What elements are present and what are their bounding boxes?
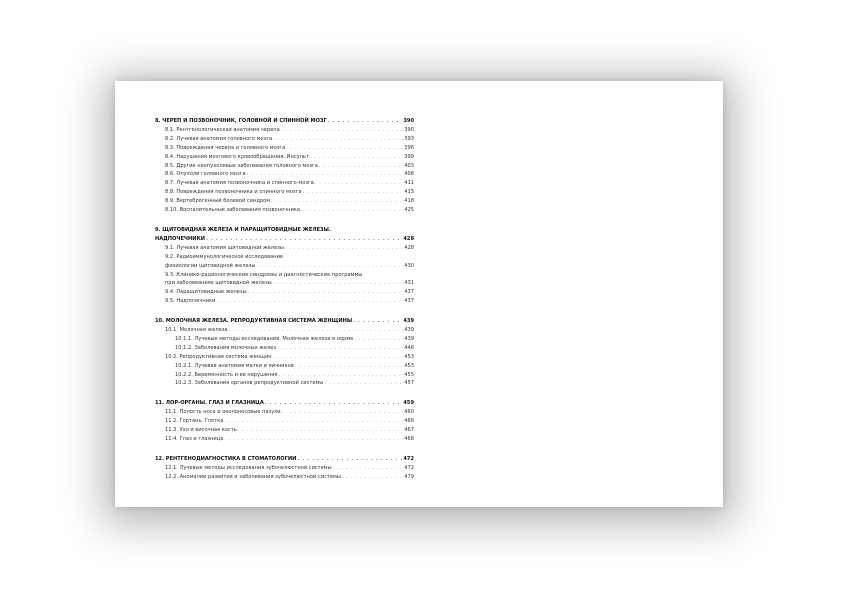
- toc-entry-line: 9.2. Радиоиммунологическое исследование: [165, 253, 284, 260]
- toc-entry[interactable]: 10.2.3. Заболевания органов репродуктивной системы . . . 457: [155, 379, 414, 388]
- toc-entry[interactable]: 8.7. Лучевая анатомия позвоночника и спинного мозга . . . 411: [155, 179, 414, 188]
- toc-entry[interactable]: 8.2. Лучевая анатомия головного мозга . . . 393: [155, 135, 414, 144]
- toc-entry[interactable]: 9.1. Лучевая анатомия щитовидной железы . . . 428: [155, 244, 414, 253]
- chapter-title: 8. ЧЕРЕП И ПОЗВОНОЧНИК, ГОЛОВНОЙ И СПИННОЙ МОЗГ: [155, 118, 327, 124]
- toc-entry[interactable]: 8.9. Вертеброгенный болевой синдром . . . 418: [155, 197, 414, 206]
- chapter-10: [155, 317, 414, 388]
- toc-entry[interactable]: при заболеваниях щитовидной железы . . . 431: [155, 279, 414, 288]
- toc-entry[interactable]: 10.1. Молочная железа . . . 439: [155, 326, 414, 335]
- chapter-heading[interactable]: [155, 399, 414, 408]
- document-page: [115, 81, 723, 507]
- toc-entry[interactable]: 9.4. Паращитовидные железы . . . 437: [155, 288, 414, 297]
- toc-entry[interactable]: физиологии щитовидной железы . . . 430: [155, 262, 414, 271]
- toc-entry[interactable]: 11.1. Полость носа и околоносовые пазухи . . . 460: [155, 408, 414, 417]
- chapter-title: 11. ЛОР-ОРГАНЫ. ГЛАЗ И ГЛАЗНИЦА: [155, 400, 264, 407]
- toc-entry[interactable]: 12.1. Лучевые методы исследования зубочелюстной системы . . . 472: [155, 464, 414, 473]
- leader-dots: [353, 317, 402, 326]
- toc-entry[interactable]: 8.1. Рентгенологическая анатомия черепа . . . 390: [155, 126, 414, 135]
- toc-entry[interactable]: 8.3. Повреждения черепа и головного мозга . . . 396: [155, 144, 414, 153]
- toc-entry[interactable]: 10.1.1. Лучевые методы исследования. Молочная железа в норме . . . 439: [155, 335, 414, 344]
- chapter-8: [155, 117, 414, 215]
- table-of-contents: [155, 117, 414, 493]
- chapter-title: 10. МОЛОЧНАЯ ЖЕЛЕЗА. РЕПРОДУКТИВНАЯ СИСТЕМА ЖЕНЩИНЫ: [155, 318, 353, 325]
- toc-entry[interactable]: 11.3. Ухо и височная кость . . . 467: [155, 426, 414, 435]
- chapter-heading[interactable]: [155, 455, 414, 464]
- chapter-heading[interactable]: [155, 235, 414, 244]
- chapter-heading[interactable]: [155, 317, 414, 326]
- chapter-9: [155, 226, 414, 306]
- toc-entry[interactable]: 8.6. Опухоли головного мозга . . . 406: [155, 170, 414, 179]
- leader-dots: [265, 399, 403, 408]
- page-number: 459: [403, 400, 414, 407]
- leader-dots: [328, 117, 403, 126]
- toc-entry[interactable]: 8.5. Другие неопухолевые заболевания головного мозга . . . 403: [155, 162, 414, 171]
- chapter-title: НАДПОЧЕЧНИКИ: [155, 235, 205, 242]
- toc-entry[interactable]: 9.5. Надпочечники . . . 437: [155, 297, 414, 306]
- toc-entry[interactable]: 10.2. Репродуктивная система женщин . . . 453: [155, 353, 414, 362]
- chapter-heading[interactable]: [155, 117, 414, 126]
- toc-entry[interactable]: 8.8. Повреждения позвоночника и спинного мозга . . . 415: [155, 188, 414, 197]
- toc-entry[interactable]: 12.2. Аномалии развития и заболевания зубочелюстной системы . . . 479: [155, 473, 414, 482]
- toc-entry[interactable]: 10.2.2. Беременность и ее нарушения . . . 455: [155, 371, 414, 380]
- leader-dots: [297, 455, 402, 464]
- chapter-12: [155, 455, 414, 482]
- toc-entry[interactable]: 8.10. Воспалительные заболевания позвоночника . . . 425: [155, 206, 414, 215]
- chapter-11: [155, 399, 414, 444]
- toc-entry[interactable]: 11.4. Глаз и глазница . . . 468: [155, 435, 414, 444]
- chapter-title-line: 9. ЩИТОВИДНАЯ ЖЕЛЕЗА И ПАРАЩИТОВИДНЫЕ ЖЕЛЕЗЫ.: [155, 226, 331, 233]
- leader-dots: [206, 235, 402, 244]
- toc-entry-line: 9.3. Клинико-радиологические синдромы и диагностические программы: [165, 271, 363, 278]
- toc-entry[interactable]: 10.1.2. Заболевания молочных желез . . . 446: [155, 344, 414, 353]
- toc-entry[interactable]: 11.2. Гортань. Глотка . . . 466: [155, 417, 414, 426]
- page-number: 390: [403, 118, 414, 124]
- page-number: 472: [403, 455, 414, 462]
- toc-entry[interactable]: 8.4. Нарушения мозгового кровообращения. Инсульт . . . 399: [155, 153, 414, 162]
- page-number: 428: [403, 235, 414, 242]
- chapter-title: 12. РЕНТГЕНОДИАГНОСТИКА В СТОМАТОЛОГИИ: [155, 455, 297, 462]
- toc-entry[interactable]: 10.2.1. Лучевая анатомия матки и яичников . . . 453: [155, 362, 414, 371]
- page-number: 439: [403, 318, 414, 325]
